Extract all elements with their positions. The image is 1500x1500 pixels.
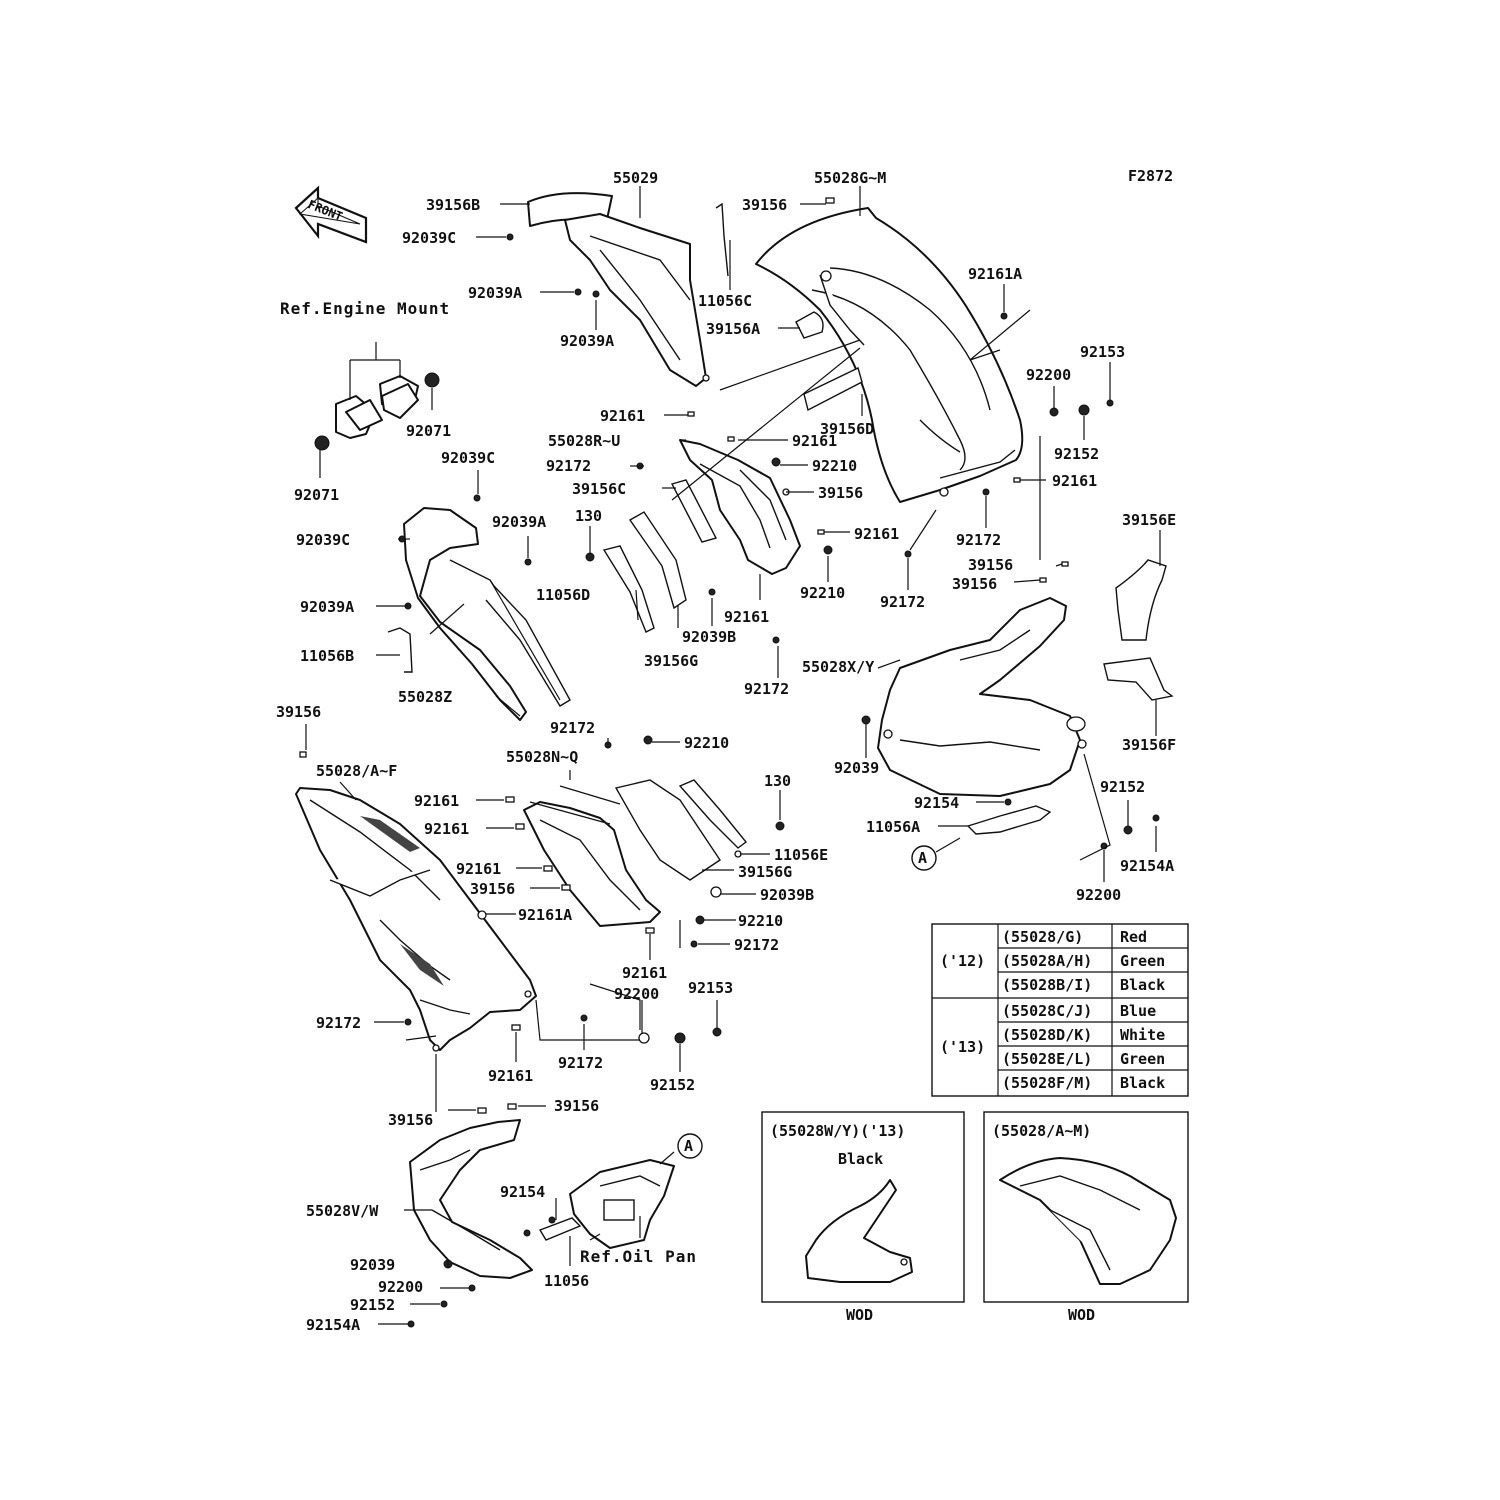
pad-39156d bbox=[804, 368, 862, 410]
label-39156g: 39156G bbox=[644, 652, 699, 670]
label-92210: 92210 bbox=[800, 584, 846, 602]
label-92161: 92161 bbox=[1052, 472, 1098, 490]
label-92200: 92200 bbox=[378, 1278, 424, 1296]
inset-footer: WOD bbox=[846, 1306, 874, 1324]
label-92154a: 92154A bbox=[306, 1316, 361, 1334]
strip-39156c bbox=[672, 480, 716, 542]
label-92172: 92172 bbox=[546, 457, 592, 475]
label-92039b: 92039B bbox=[760, 886, 815, 904]
label-92153: 92153 bbox=[688, 979, 734, 997]
label-55028g: 55028G~M bbox=[814, 169, 887, 187]
label-92154: 92154 bbox=[500, 1183, 546, 1201]
bracket-11056d bbox=[604, 546, 654, 632]
label-92071: 92071 bbox=[406, 422, 452, 440]
label-92161: 92161 bbox=[488, 1067, 534, 1085]
label-92161: 92161 bbox=[622, 964, 668, 982]
figure-code: F2872 bbox=[1128, 167, 1174, 185]
label-39156: 39156 bbox=[952, 575, 998, 593]
label-39156g: 39156G bbox=[738, 863, 793, 881]
label-92172: 92172 bbox=[550, 719, 596, 737]
pad-39156e bbox=[1116, 560, 1166, 640]
label-92161: 92161 bbox=[854, 525, 900, 543]
lower-cowl-55028xy bbox=[878, 598, 1086, 796]
label-92210: 92210 bbox=[738, 912, 784, 930]
label-92153: 92153 bbox=[1080, 343, 1126, 361]
label-55028r: 55028R~U bbox=[548, 432, 621, 450]
label-39156e: 39156E bbox=[1122, 511, 1177, 529]
label-55028n: 55028N~Q bbox=[506, 748, 579, 766]
svg-text:A: A bbox=[684, 1137, 694, 1155]
label-92152: 92152 bbox=[1054, 445, 1100, 463]
inner-panel-55029 bbox=[528, 193, 709, 386]
label-11056: 11056 bbox=[544, 1272, 590, 1290]
label-92172: 92172 bbox=[744, 680, 790, 698]
label-39156f: 39156F bbox=[1122, 736, 1177, 754]
pad-39156a bbox=[796, 312, 823, 338]
label-130: 130 bbox=[764, 772, 792, 790]
bracket-11056c bbox=[716, 204, 728, 276]
label-92154a: 92154A bbox=[1120, 857, 1175, 875]
label-39156: 39156 bbox=[388, 1111, 434, 1129]
ref-oil-pan: Ref.Oil Pan bbox=[580, 1247, 697, 1266]
inset-subtitle: Black bbox=[838, 1150, 884, 1168]
label-92039: 92039 bbox=[834, 759, 880, 777]
color-table bbox=[932, 924, 1188, 1096]
pad-39156f bbox=[1104, 658, 1172, 700]
label-11056a: 11056A bbox=[866, 818, 921, 836]
inset-footer: WOD bbox=[1068, 1306, 1096, 1324]
label-11056e: 11056E bbox=[774, 846, 829, 864]
table-color: Green bbox=[1120, 1050, 1166, 1068]
label-92039b: 92039B bbox=[682, 628, 737, 646]
callout-a-bottom bbox=[678, 1134, 702, 1158]
table-color: Blue bbox=[1120, 1002, 1157, 1020]
label-55029: 55029 bbox=[613, 169, 659, 187]
bracket-11056b bbox=[388, 628, 412, 672]
label-92210: 92210 bbox=[684, 734, 730, 752]
table-year-12: ('12) bbox=[940, 952, 986, 970]
inset-title: (55028/A~M) bbox=[992, 1122, 1092, 1140]
label-92161: 92161 bbox=[424, 820, 470, 838]
bracket-11056 bbox=[540, 1218, 580, 1240]
table-color: Black bbox=[1120, 1074, 1166, 1092]
label-55028xy: 55028X/Y bbox=[802, 658, 875, 676]
label-92152: 92152 bbox=[1100, 778, 1146, 796]
table-color: Black bbox=[1120, 976, 1166, 994]
label-92039c: 92039C bbox=[402, 229, 457, 247]
label-92200: 92200 bbox=[1026, 366, 1072, 384]
ref-engine-mount: Ref.Engine Mount bbox=[280, 299, 451, 318]
label-39156a: 39156A bbox=[706, 320, 761, 338]
label-55028vw: 55028V/W bbox=[306, 1202, 379, 1220]
label-92161a: 92161A bbox=[968, 265, 1023, 283]
table-code: (55028C/J) bbox=[1002, 1002, 1093, 1020]
table-code: (55028/G) bbox=[1002, 928, 1084, 946]
label-92039c: 92039C bbox=[296, 531, 351, 549]
table-year-13: ('13) bbox=[940, 1038, 986, 1056]
label-92172: 92172 bbox=[734, 936, 780, 954]
inset-box-55028am bbox=[984, 1112, 1188, 1324]
label-39156: 39156 bbox=[968, 556, 1014, 574]
label-39156: 39156 bbox=[276, 703, 322, 721]
label-39156: 39156 bbox=[470, 880, 516, 898]
label-55028z: 55028Z bbox=[398, 688, 453, 706]
label-92152: 92152 bbox=[350, 1296, 396, 1314]
table-color: White bbox=[1120, 1026, 1166, 1044]
callout-a-right bbox=[912, 846, 936, 870]
label-39156: 39156 bbox=[554, 1097, 600, 1115]
label-92210: 92210 bbox=[812, 457, 858, 475]
table-color: Green bbox=[1120, 952, 1166, 970]
label-130: 130 bbox=[575, 507, 603, 525]
svg-text:A: A bbox=[918, 849, 928, 867]
label-39156d: 39156D bbox=[820, 420, 875, 438]
table-code: (55028F/M) bbox=[1002, 1074, 1093, 1092]
label-92039a: 92039A bbox=[560, 332, 615, 350]
inset-title: (55028W/Y)('13) bbox=[770, 1122, 906, 1140]
label-39156-top: 39156 bbox=[742, 196, 788, 214]
inset-box-55028wy bbox=[762, 1112, 964, 1324]
label-92161: 92161 bbox=[724, 608, 770, 626]
label-92039a: 92039A bbox=[492, 513, 547, 531]
label-92161a: 92161A bbox=[518, 906, 573, 924]
table-code: (55028B/I) bbox=[1002, 976, 1093, 994]
upper-cowl-55028g bbox=[756, 208, 1022, 502]
label-92039a: 92039A bbox=[468, 284, 523, 302]
label-92071: 92071 bbox=[294, 486, 340, 504]
oil-pan-assembly bbox=[570, 1160, 674, 1248]
table-code: (55028A/H) bbox=[1002, 952, 1093, 970]
label-11056b: 11056B bbox=[300, 647, 355, 665]
label-92039: 92039 bbox=[350, 1256, 396, 1274]
label-92172: 92172 bbox=[880, 593, 926, 611]
label-92200: 92200 bbox=[614, 985, 660, 1003]
label-92152: 92152 bbox=[650, 1076, 696, 1094]
label-92172: 92172 bbox=[558, 1054, 604, 1072]
table-code: (55028E/L) bbox=[1002, 1050, 1093, 1068]
front-label: FRONT bbox=[305, 197, 345, 224]
label-92161: 92161 bbox=[414, 792, 460, 810]
table-color: Red bbox=[1120, 928, 1148, 946]
label-92039c: 92039C bbox=[441, 449, 496, 467]
label-39156: 39156 bbox=[818, 484, 864, 502]
label-92161: 92161 bbox=[456, 860, 502, 878]
label-92154: 92154 bbox=[914, 794, 960, 812]
label-39156b: 39156B bbox=[426, 196, 481, 214]
label-92200: 92200 bbox=[1076, 886, 1122, 904]
label-39156c: 39156C bbox=[572, 480, 627, 498]
label-11056d: 11056D bbox=[536, 586, 591, 604]
label-92172: 92172 bbox=[316, 1014, 362, 1032]
table-code: (55028D/K) bbox=[1002, 1026, 1093, 1044]
bracket-11056a bbox=[968, 806, 1050, 834]
label-11056c: 11056C bbox=[698, 292, 753, 310]
label-92039a: 92039A bbox=[300, 598, 355, 616]
label-92161: 92161 bbox=[792, 432, 838, 450]
label-92161: 92161 bbox=[600, 407, 646, 425]
label-92172: 92172 bbox=[956, 531, 1002, 549]
front-arrow-icon bbox=[296, 188, 366, 242]
label-55028af: 55028/A~F bbox=[316, 762, 398, 780]
